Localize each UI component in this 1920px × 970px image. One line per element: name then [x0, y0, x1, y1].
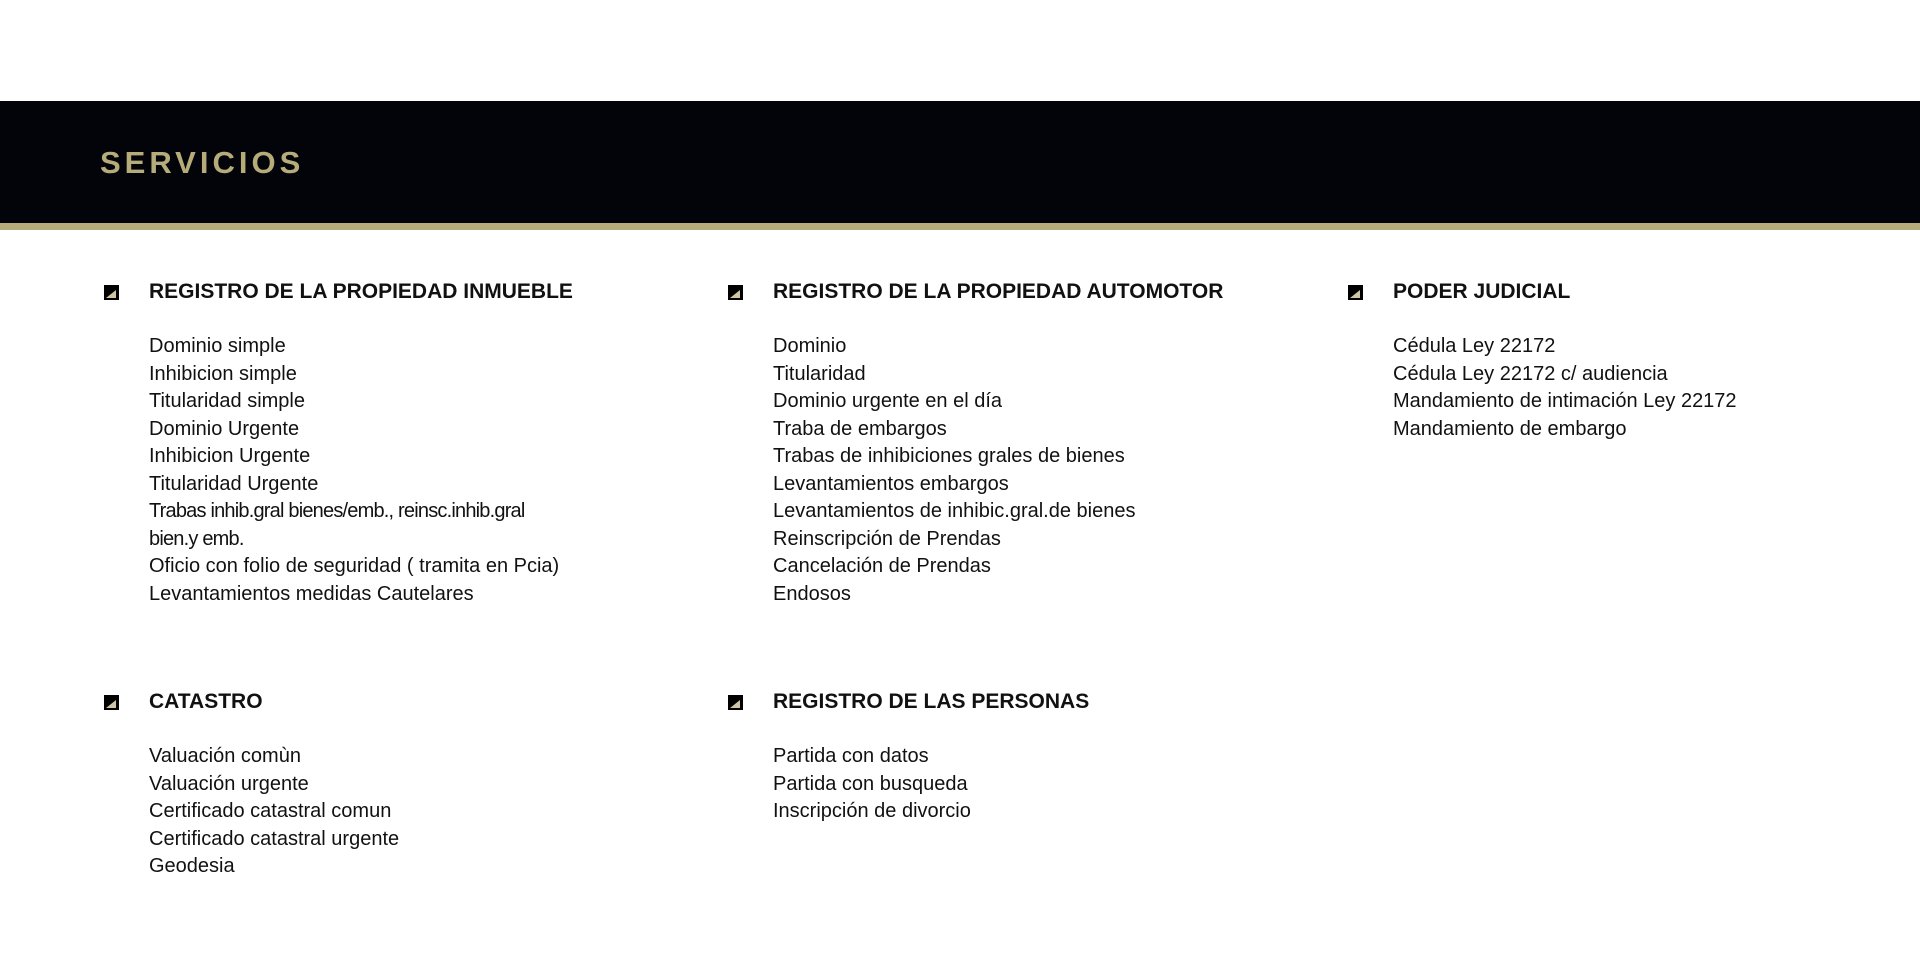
service-item: Trabas de inhibiciones grales de bienes [773, 445, 1125, 467]
section-title: REGISTRO DE LA PROPIEDAD AUTOMOTOR [773, 280, 1224, 303]
service-item: Titularidad simple [149, 390, 305, 412]
section-registro-propiedad-inmueble [149, 278, 573, 608]
service-item: Titularidad Urgente [149, 472, 319, 495]
service-item: Levantamientos embargos [773, 472, 1009, 495]
square-bullet-icon [1348, 285, 1363, 300]
section-catastro [149, 688, 399, 881]
service-item: Dominio urgente en el día [773, 390, 1003, 412]
header-gold-rule [0, 223, 1920, 230]
service-list [773, 743, 1089, 826]
service-list [1393, 333, 1737, 443]
service-item: Geodesia [149, 855, 235, 877]
service-list [149, 333, 573, 608]
service-item: Traba de embargos [773, 417, 947, 440]
service-item: Oficio con folio de seguridad ( tramita en Pcia) [149, 555, 560, 577]
service-item: Levantamientos medidas Cautelares [149, 582, 474, 605]
service-item: Cédula Ley 22172 c/ audiencia [1393, 362, 1668, 385]
square-bullet-icon [728, 285, 743, 300]
section-title: CATASTRO [149, 690, 263, 713]
service-item: Partida con busqueda [773, 772, 968, 795]
service-item: Dominio [773, 335, 847, 357]
service-item: Valuación urgente [149, 772, 309, 795]
service-item: Endosos [773, 582, 851, 605]
service-item: Inhibicion Urgente [149, 445, 311, 467]
section-registro-de-las-personas [773, 688, 1089, 826]
section-title: REGISTRO DE LA PROPIEDAD INMUEBLE [149, 280, 573, 303]
service-item: Mandamiento de embargo [1393, 417, 1627, 440]
page-title: SERVICIOS [100, 145, 305, 180]
square-bullet-icon [104, 695, 119, 710]
square-bullet-icon [728, 695, 743, 710]
service-list [773, 333, 1223, 608]
service-item: Partida con datos [773, 745, 929, 767]
section-title: PODER JUDICIAL [1393, 280, 1571, 303]
service-item: Valuación comùn [149, 745, 301, 767]
service-item: Reinscripción de Prendas [773, 527, 1001, 550]
service-item: Cédula Ley 22172 [1393, 335, 1556, 357]
service-item: Levantamientos de inhibic.gral.de bienes [773, 500, 1136, 522]
service-item: Certificado catastral urgente [149, 827, 400, 850]
service-item: Cancelación de Prendas [773, 555, 991, 577]
square-bullet-icon [104, 285, 119, 300]
service-item: Trabas inhib.gral bienes/emb., reinsc.inhib.gral bien.y emb. [149, 500, 525, 550]
service-item: Certificado catastral comun [149, 800, 392, 822]
section-poder-judicial [1393, 278, 1737, 443]
section-registro-propiedad-automotor [773, 278, 1223, 608]
service-item: Titularidad [773, 362, 866, 385]
service-item: Dominio simple [149, 335, 286, 357]
service-item: Mandamiento de intimación Ley 22172 [1393, 390, 1737, 412]
service-item: Dominio Urgente [149, 417, 300, 440]
service-list [149, 743, 399, 881]
section-title: REGISTRO DE LAS PERSONAS [773, 690, 1090, 713]
service-item: Inscripción de divorcio [773, 800, 971, 822]
service-item: Inhibicion simple [149, 362, 297, 385]
